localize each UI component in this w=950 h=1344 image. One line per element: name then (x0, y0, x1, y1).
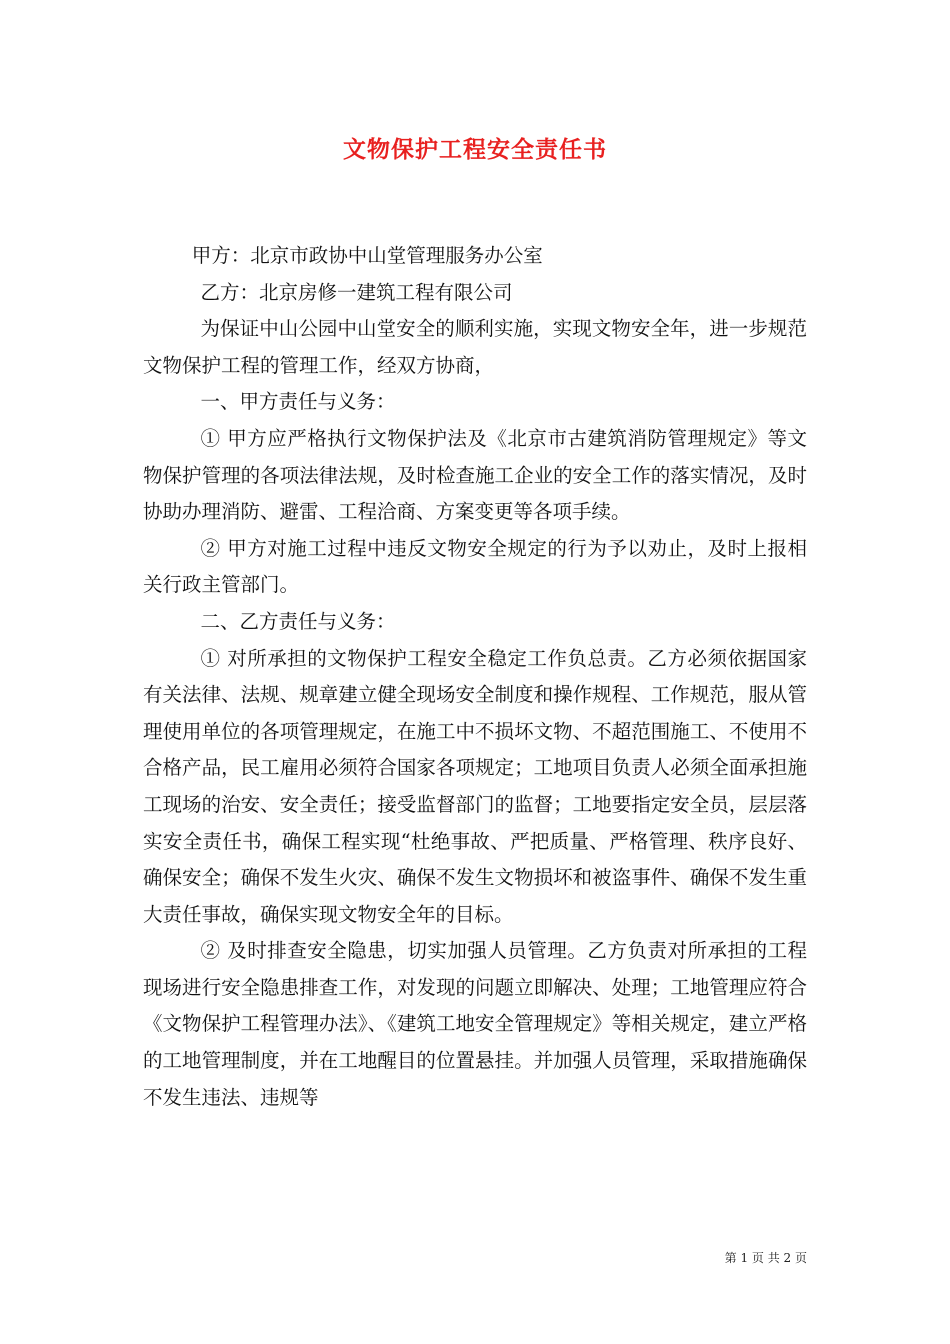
party-a-line: 甲方：北京市政协中山堂管理服务办公室 (191, 244, 543, 267)
party-b-line: 乙方：北京房修一建筑工程有限公司 (200, 280, 513, 304)
section-heading-party-b: 二、乙方责任与义务： (200, 609, 396, 633)
document-title: 文物保护工程安全责任书 (343, 136, 607, 163)
preamble-paragraph: 为保证中山公园中山堂安全的顺利实施，实现文物安全年，进一步规范文物保护工程的管理工作，经双方协商， (143, 317, 807, 377)
section-heading-party-a: 一、甲方责任与义务： (200, 390, 396, 414)
party-a-clause-2: ② 甲方对施工过程中违反文物安全规定的行为予以劝止，及时上报相关行政主管部门。 (143, 536, 807, 597)
party-a-clause-1: ① 甲方应严格执行文物保护法及《北京市古建筑消防管理规定》等文物保护管理的各项法律法规，及时检查施工企业的安全工作的落实情况，及时协助办理消防、避雷、工程洽商、方案变更等各项手续。 (143, 426, 807, 524)
document-body (143, 238, 807, 1116)
party-b-clause-1: ① 对所承担的文物保护工程安全稳定工作负总责。乙方必须依据国家有关法律、法规、规章建立健全现场安全制度和操作规程、工作规范，服从管理使用单位的各项管理规定，在施工中不损坏文物、不超范围施工、不使用不合格产品，民工雇用必须符合国家各项规定；工地项目负责人必须全面承担施工现场的治安、安全责任；接受监督部门的监督；工地要指定安全员，层层落实安全责任书，确保工程实现“杜绝事故、严把质量、严格管理、秩序良好、确保安全；确保不发生火灾、确保不发生文物损坏和被盗事件、确保不发生重大责任事故，确保实现文物安全年的目标。 (143, 646, 807, 926)
party-b-clause-2: ② 及时排查安全隐患，切实加强人员管理。乙方负责对所承担的工程现场进行安全隐患排查工作，对发现的问题立即解决、处理；工地管理应符合《文物保护工程管理办法》、《建筑工地安全管理规定》等相关规定，建立严格的工地管理制度，并在工地醒目的位置悬挂。并加强人员管理，采取措施确保不发生违法、违规等 (143, 939, 807, 1109)
page-number-footer: 第 1 页 共 2 页 (724, 1251, 807, 1265)
